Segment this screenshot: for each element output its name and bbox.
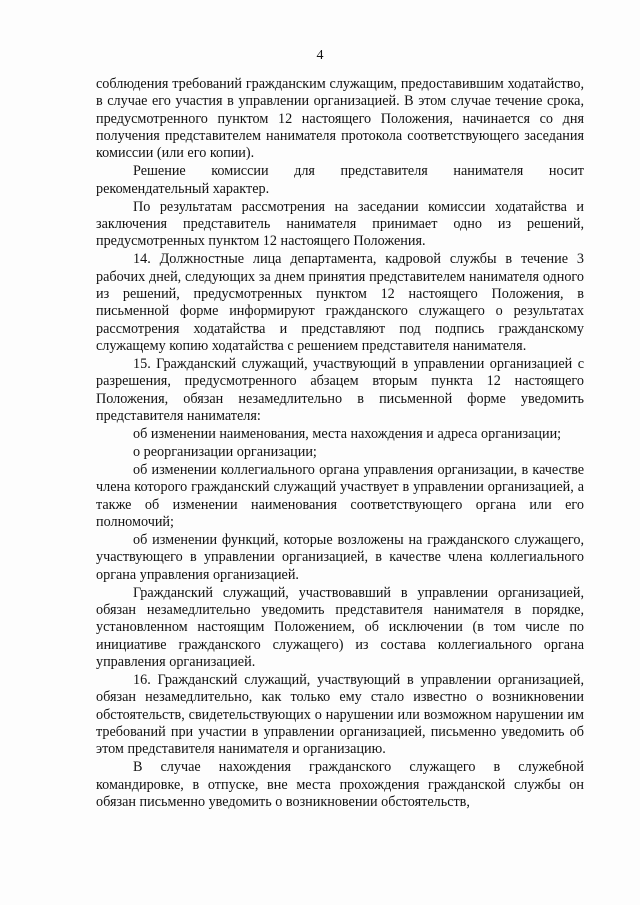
paragraph: 15. Гражданский служащий, участвующий в управлении организацией с разрешения, предусмотренного абзацем вторым пункта 12 настоящего Положения, обязан незамедлительно в письменной форме уведомить представителя нанимателя:: [96, 355, 584, 424]
paragraph: 14. Должностные лица департамента, кадровой службы в течение 3 рабочих дней, следующих за днем принятия представителем нанимателя одного из решений, предусмотренных пунктом 12 настоящего Положения, в письменной форме информируют гражданского служащего о результатах рассмотрения ходатайства и представляют под подпись гражданскому служащему копию ходатайства с решением представителя нанимателя.: [96, 251, 584, 354]
paragraph: об изменении наименования, места нахождения и адреса организации;: [133, 425, 562, 442]
document-body: [96, 76, 584, 811]
paragraph: По результатам рассмотрения на заседании комиссии ходатайства и заключения представитель нанимателя принимает одно из решений, предусмотренных пунктом 12 настоящего Положения.: [96, 198, 584, 250]
paragraph: В случае нахождения гражданского служащего в служебной командировке, в отпуске, вне места прохождения гражданской службы он обязан письменно уведомить о возникновении обстоятельств,: [96, 759, 584, 810]
paragraph: об изменении коллегиального органа управления организации, в качестве члена которого гражданский служащий участвует в управлении организацией, а также об изменении наименования соответствующего органа или его полномочий;: [96, 462, 584, 530]
paragraph: соблюдения требований гражданским служащим, предоставившим ходатайство, в случае его участия в управлении организацией. В этом случае течение срока, предусмотренного пунктом 12 настоящего Положения, начинается со дня получения представителем нанимателя протокола соответствующего заседания комиссии (или его копии).: [96, 76, 584, 162]
paragraph: 16. Гражданский служащий, участвующий в управлении организацией, обязан незамедлительно, как только ему стало известно о возникновении обстоятельств, свидетельствующих о нарушении или возможном нарушении им требований при участии в управлении организацией, письменно уведомить об этом представителя нанимателя и организацию.: [96, 672, 584, 758]
paragraph: о реорганизации организации;: [133, 444, 317, 461]
paragraph: об изменении функций, которые возложены на гражданского служащего, участвующего в управлении организацией, в качестве члена коллегиального органа управления организацией.: [96, 532, 584, 583]
paragraph: Гражданский служащий, участвовавший в управлении организацией, обязан незамедлительно уведомить представителя нанимателя в порядке, установленном настоящим Положением, об исключении (в том числе по инициативе гражданского служащего) из состава коллегиального органа управления организацией.: [96, 584, 584, 670]
page-number: 4: [316, 48, 324, 63]
paragraph: Решение комиссии для представителя нанимателя носит рекомендательный характер.: [96, 163, 584, 197]
